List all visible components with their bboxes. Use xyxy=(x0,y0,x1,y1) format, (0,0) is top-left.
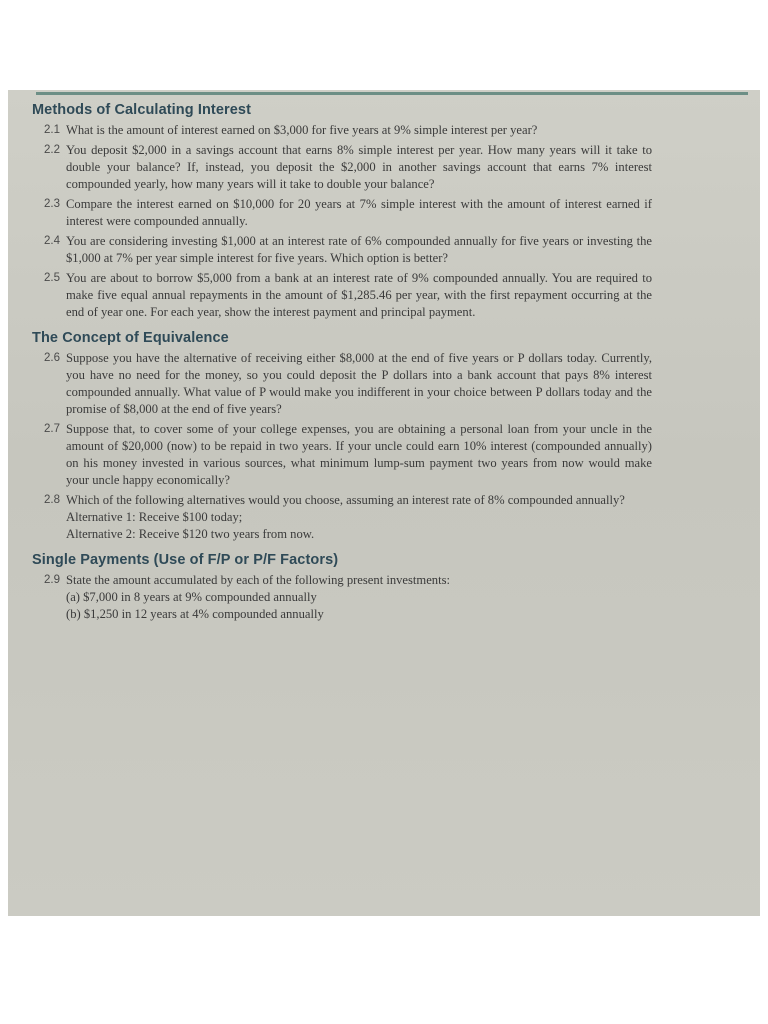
section-heading: The Concept of Equivalence xyxy=(32,330,229,346)
page-content xyxy=(32,102,652,626)
alternative-line: Alternative 1: Receive $100 today; xyxy=(66,510,243,524)
section-heading: Single Payments (Use of F/P or P/F Factors) xyxy=(32,552,339,568)
problem-text: Compare the interest earned on $10,000 for 20 years at 7% simple interest with the amount of interest earned if interest were compounded annually. xyxy=(66,197,652,228)
problem-number: 2.6 xyxy=(44,352,60,364)
problem-item xyxy=(32,270,652,321)
problem-text: Which of the following alternatives would you choose, assuming an interest rate of 8% compounded annually? xyxy=(66,493,625,507)
problem-item xyxy=(32,421,652,489)
section-single-payments xyxy=(32,552,652,623)
problem-text: You are about to borrow $5,000 from a bank at an interest rate of 9% compounded annually. You are required to make five equal annual repayments in the amount of $1,285.46 per year, with the first repayment occurring at the end of year one. For each year, show the interest payment and principal payment. xyxy=(66,271,652,319)
subpart-line: (b) $1,250 in 12 years at 4% compounded annually xyxy=(66,607,324,621)
header-rule xyxy=(36,92,748,95)
problem-number: 2.7 xyxy=(44,423,60,435)
problem-item xyxy=(32,142,652,193)
problem-body xyxy=(66,572,652,623)
problem-item xyxy=(32,122,652,139)
textbook-page xyxy=(8,90,760,916)
problem-text: State the amount accumulated by each of the following present investments: xyxy=(66,573,450,587)
section-heading: Methods of Calculating Interest xyxy=(32,102,252,118)
problem-number: 2.1 xyxy=(44,124,60,136)
alternative-line: Alternative 2: Receive $120 two years from now. xyxy=(66,527,315,541)
problem-text: You are considering investing $1,000 at an interest rate of 6% compounded annually for five years or investing the $1,000 at 7% per year simple interest for five years. Which option is better? xyxy=(66,234,652,265)
problem-item xyxy=(32,492,652,543)
section-equivalence xyxy=(32,330,652,543)
problem-number: 2.9 xyxy=(44,574,60,586)
problem-number: 2.8 xyxy=(44,494,60,506)
section-interest-methods xyxy=(32,102,652,321)
problem-text: Suppose that, to cover some of your college expenses, you are obtaining a personal loan from your uncle in the amount of $20,000 (now) to be repaid in two years. If your uncle could earn 10% interest (compounded annually) on his money invested in various sources, what minimum lump-sum payment two years from now would make your uncle happy economically? xyxy=(66,422,652,487)
problem-item xyxy=(32,196,652,230)
problem-text: Suppose you have the alternative of receiving either $8,000 at the end of five years or P dollars today. Currently, you have no need for the money, so you could deposit the P dollars into a bank account that pays 8% interest compounded annually. What value of P would make you indifferent in your choice between P dollars today and the promise of $8,000 at the end of five years? xyxy=(66,351,652,416)
problem-number: 2.2 xyxy=(44,144,60,156)
problem-body xyxy=(66,492,652,543)
problem-item xyxy=(32,350,652,418)
problem-number: 2.5 xyxy=(44,272,60,284)
problem-item xyxy=(32,572,652,623)
problem-text: You deposit $2,000 in a savings account that earns 8% simple interest per year. How many years will it take to double your balance? If, instead, you deposit the $2,000 in another savings account that earns 7% interest compounded yearly, how many years will it take to double your balance? xyxy=(66,143,652,191)
problem-number: 2.4 xyxy=(44,235,60,247)
problem-number: 2.3 xyxy=(44,198,60,210)
problem-item xyxy=(32,233,652,267)
problem-text: What is the amount of interest earned on $3,000 for five years at 9% simple interest per year? xyxy=(66,123,538,137)
subpart-line: (a) $7,000 in 8 years at 9% compounded annually xyxy=(66,590,317,604)
